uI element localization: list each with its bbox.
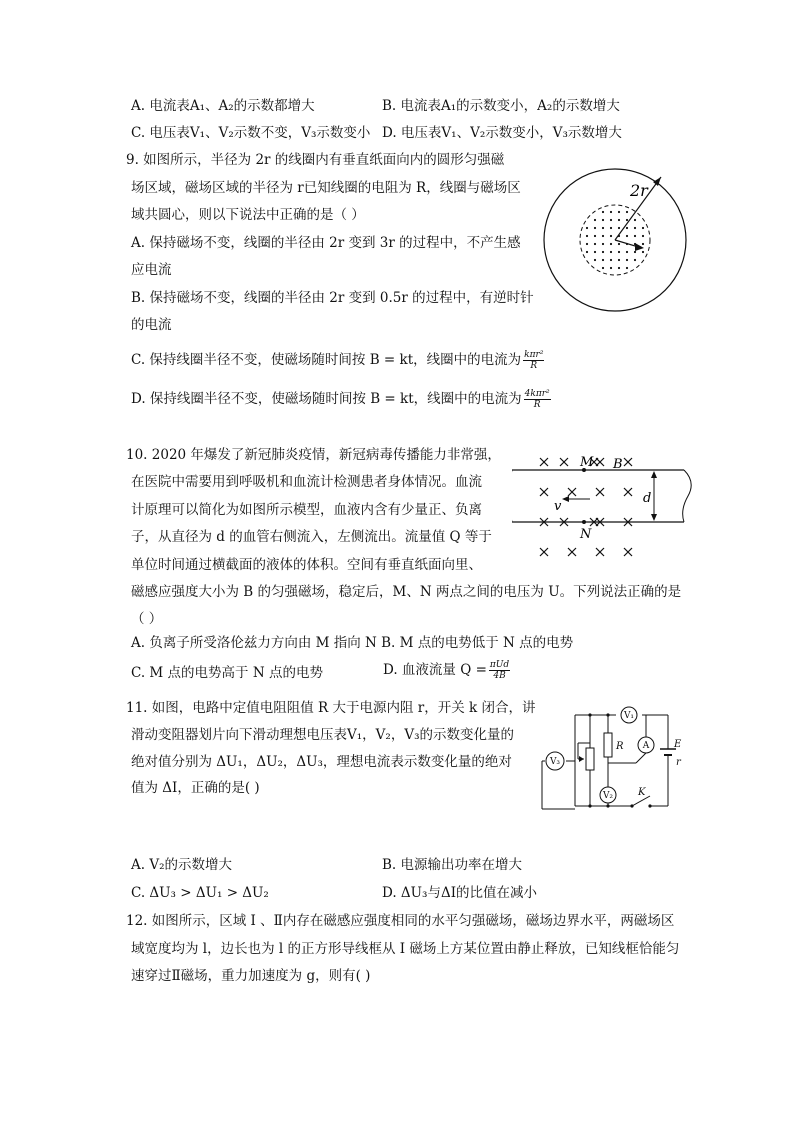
- field-dot: [594, 251, 596, 253]
- field-dot: [610, 243, 612, 245]
- q9-option-c-text: C. 保持线圈半径不变，使磁场随时间按 B = kt，线圈中的电流为: [131, 352, 522, 368]
- field-cross: [596, 548, 604, 556]
- field-dot: [602, 251, 604, 253]
- q9-stem-line3: 域共圆心，则以下说法中正确的是（ ）: [131, 207, 365, 223]
- field-dot: [594, 243, 596, 245]
- q10-option-d-fraction: [489, 660, 510, 681]
- field-dot: [626, 235, 628, 237]
- field-dot: [610, 267, 612, 269]
- q12-stem-line2: 域宽度均为 l，边长也为 l 的正方形导线框从 Ⅰ 磁场上方某位置由静止释放，已知线框恰能匀: [131, 941, 680, 957]
- q11-option-c: C. ΔU₃ > ΔU₁ > ΔU₂: [131, 885, 269, 901]
- field-dot: [602, 243, 604, 245]
- q10-stem-line6: 磁感应强度大小为 B 的匀强磁场，稳定后，M、N 两点之间的电压为 U。下列说法正确的是: [131, 584, 682, 600]
- q10-option-ab: A. 负离子所受洛伦兹力方向由 M 指向 N B. M 点的电势低于 N 点的电势: [131, 635, 574, 651]
- field-dot: [610, 227, 612, 229]
- q9-option-d-fraction: [524, 389, 551, 410]
- field-dot: [618, 227, 620, 229]
- q12-stem-line1: 12. 如图所示，区域 Ⅰ 、Ⅱ内存在磁感应强度相同的水平匀强磁场，磁场边界水平，两磁场区: [126, 913, 675, 929]
- field-dot: [610, 259, 612, 261]
- field-dot: [618, 267, 620, 269]
- field-dot: [586, 227, 588, 229]
- field-cross: [540, 548, 548, 556]
- field-dot: [634, 259, 636, 261]
- field-dot: [594, 235, 596, 237]
- q10-stem-line2: 在医院中需要用到呼吸机和血流计检测患者身体情况。血流: [131, 474, 482, 490]
- field-dot: [626, 227, 628, 229]
- q9-option-a-line1: A. 保持磁场不变，线圈的半径由 2r 变到 3r 的过程中，不产生感: [131, 235, 521, 251]
- q9-stem-line2: 场区域，磁场区域的半径为 r已知线圈的电阻为 R，线圈与磁场区: [131, 180, 521, 196]
- field-dot: [618, 211, 620, 213]
- q9-coil-figure: [540, 160, 690, 320]
- field-dot: [634, 219, 636, 221]
- q8-option-b: B. 电流表A₁的示数变小，A₂的示数增大: [382, 98, 620, 114]
- field-dot: [610, 211, 612, 213]
- field-dot: [642, 235, 644, 237]
- q9-option-d: [131, 389, 551, 410]
- q11-figure-label-ammeter: A: [642, 741, 650, 751]
- field-dot: [626, 211, 628, 213]
- field-cross: [540, 488, 548, 496]
- q9-option-d-numerator: 4kπr²: [524, 389, 550, 399]
- q10-figure-label-b: B: [613, 457, 623, 472]
- q11-figure-label-e: E: [674, 739, 682, 750]
- q9-figure-label-2r: 2r: [630, 181, 648, 200]
- field-cross: [596, 488, 604, 496]
- field-dot: [602, 259, 604, 261]
- field-cross: [624, 548, 632, 556]
- q9-option-d-text: D. 保持线圈半径不变，使磁场随时间按 B = kt，线圈中的电流为: [131, 391, 522, 407]
- field-dot: [586, 243, 588, 245]
- field-dot: [618, 251, 620, 253]
- field-cross: [624, 488, 632, 496]
- q10-stem-line7: （ ）: [131, 611, 163, 627]
- field-dot: [618, 259, 620, 261]
- field-dot: [626, 267, 628, 269]
- q9-option-b-line2: 的电流: [131, 317, 172, 333]
- q11-option-d: D. ΔU₃与ΔI的比值在减小: [382, 885, 538, 901]
- field-dot: [602, 227, 604, 229]
- field-dot: [610, 219, 612, 221]
- field-dot: [642, 251, 644, 253]
- q11-option-a: A. V₂的示数增大: [131, 857, 232, 873]
- q9-option-d-denominator: R: [533, 400, 541, 410]
- field-dot: [594, 259, 596, 261]
- q10-figure-label-n: N: [580, 527, 592, 542]
- field-dot: [634, 227, 636, 229]
- field-cross: [568, 488, 576, 496]
- field-dot: [626, 259, 628, 261]
- q10-blood-flow-figure: [512, 452, 696, 562]
- q9-option-c-fraction: [523, 350, 544, 371]
- q11-figure-label-k: K: [638, 787, 646, 798]
- q10-option-d: [383, 660, 510, 681]
- q10-figure-label-d: d: [643, 491, 652, 506]
- field-cross: [540, 458, 548, 466]
- q9-stem-line1: 9. 如图所示，半径为 2r 的线圈内有垂直纸面向内的圆形匀强磁: [126, 152, 505, 168]
- q9-option-a-line2: 应电流: [131, 262, 172, 278]
- q11-figure-label-v3: V₃: [549, 757, 561, 767]
- q11-circuit-figure: [540, 703, 690, 813]
- q10-figure-label-v: v: [554, 499, 562, 514]
- field-dot: [602, 219, 604, 221]
- q9-option-c-denominator: R: [530, 361, 538, 371]
- field-dot: [594, 227, 596, 229]
- field-dot: [626, 219, 628, 221]
- field-cross: [624, 458, 632, 466]
- q9-option-b-line1: B. 保持磁场不变，线圈的半径由 2r 变到 0.5r 的过程中，有逆时针: [131, 290, 534, 306]
- field-dot: [610, 251, 612, 253]
- q10-figure-label-m: M: [580, 455, 594, 470]
- q8-option-d: D. 电压表V₁、V₂示数变小，V₃示数增大: [382, 125, 622, 141]
- field-dot: [610, 235, 612, 237]
- q8-option-c: C. 电压表V₁、V₂示数不变，V₃示数变小: [131, 125, 371, 141]
- field-dot: [642, 243, 644, 245]
- q11-figure-label-r-resistor: R: [616, 741, 624, 752]
- field-cross: [560, 458, 568, 466]
- field-dot: [634, 235, 636, 237]
- q8-option-a: A. 电流表A₁、A₂的示数都增大: [131, 98, 315, 114]
- q11-stem-line3: 绝对值分别为 ΔU₁，ΔU₂，ΔU₃，理想电流表示数变化量的绝对: [131, 754, 512, 770]
- field-dot: [586, 235, 588, 237]
- field-dot: [626, 251, 628, 253]
- field-dot: [634, 251, 636, 253]
- field-cross: [568, 548, 576, 556]
- q10-stem-line5: 单位时间通过横截面的液体的体积。空间有垂直纸面向里、: [131, 557, 482, 573]
- q11-figure-label-r-internal: r: [676, 757, 681, 768]
- q11-stem-line1: 11. 如图，电路中定值电阻阻值 R 大于电源内阻 r，开关 k 闭合，讲: [126, 700, 536, 716]
- q10-option-d-numerator: πUd: [489, 660, 510, 670]
- q11-stem-line2: 滑动变阻器划片向下滑动理想电压表V₁，V₂，V₃的示数变化量的: [131, 727, 514, 743]
- field-dot: [618, 243, 620, 245]
- field-dot: [602, 211, 604, 213]
- q9-option-c: [131, 350, 544, 371]
- field-dot: [618, 219, 620, 221]
- field-dot: [594, 219, 596, 221]
- q11-stem-line4: 值为 ΔI，正确的是( ): [131, 780, 260, 796]
- q10-option-d-denominator: 4B: [493, 671, 506, 681]
- q10-stem-line4: 子，从直径为 d 的血管右侧流入，左侧流出。流量值 Q 等于: [131, 529, 492, 545]
- field-dot: [602, 235, 604, 237]
- q10-stem-line1: 10. 2020 年爆发了新冠肺炎疫情，新冠病毒传播能力非常强，: [126, 447, 501, 463]
- field-dot: [602, 267, 604, 269]
- q9-option-c-numerator: kπr²: [524, 350, 544, 360]
- q10-option-c: C. M 点的电势高于 N 点的电势: [131, 665, 323, 681]
- field-dot: [586, 251, 588, 253]
- q10-option-d-text: D. 血液流量 Q =: [383, 662, 487, 678]
- q10-stem-line3: 计原理可以简化为如图所示模型，血液内含有少量正、负离: [131, 502, 482, 518]
- q11-figure-label-v2: V₂: [602, 791, 614, 801]
- field-dot: [642, 227, 644, 229]
- q12-stem-line3: 速穿过Ⅱ磁场，重力加速度为 g，则有( ): [131, 968, 371, 984]
- q11-option-b: B. 电源输出功率在增大: [382, 857, 523, 873]
- q11-figure-label-v1: V₁: [623, 711, 635, 721]
